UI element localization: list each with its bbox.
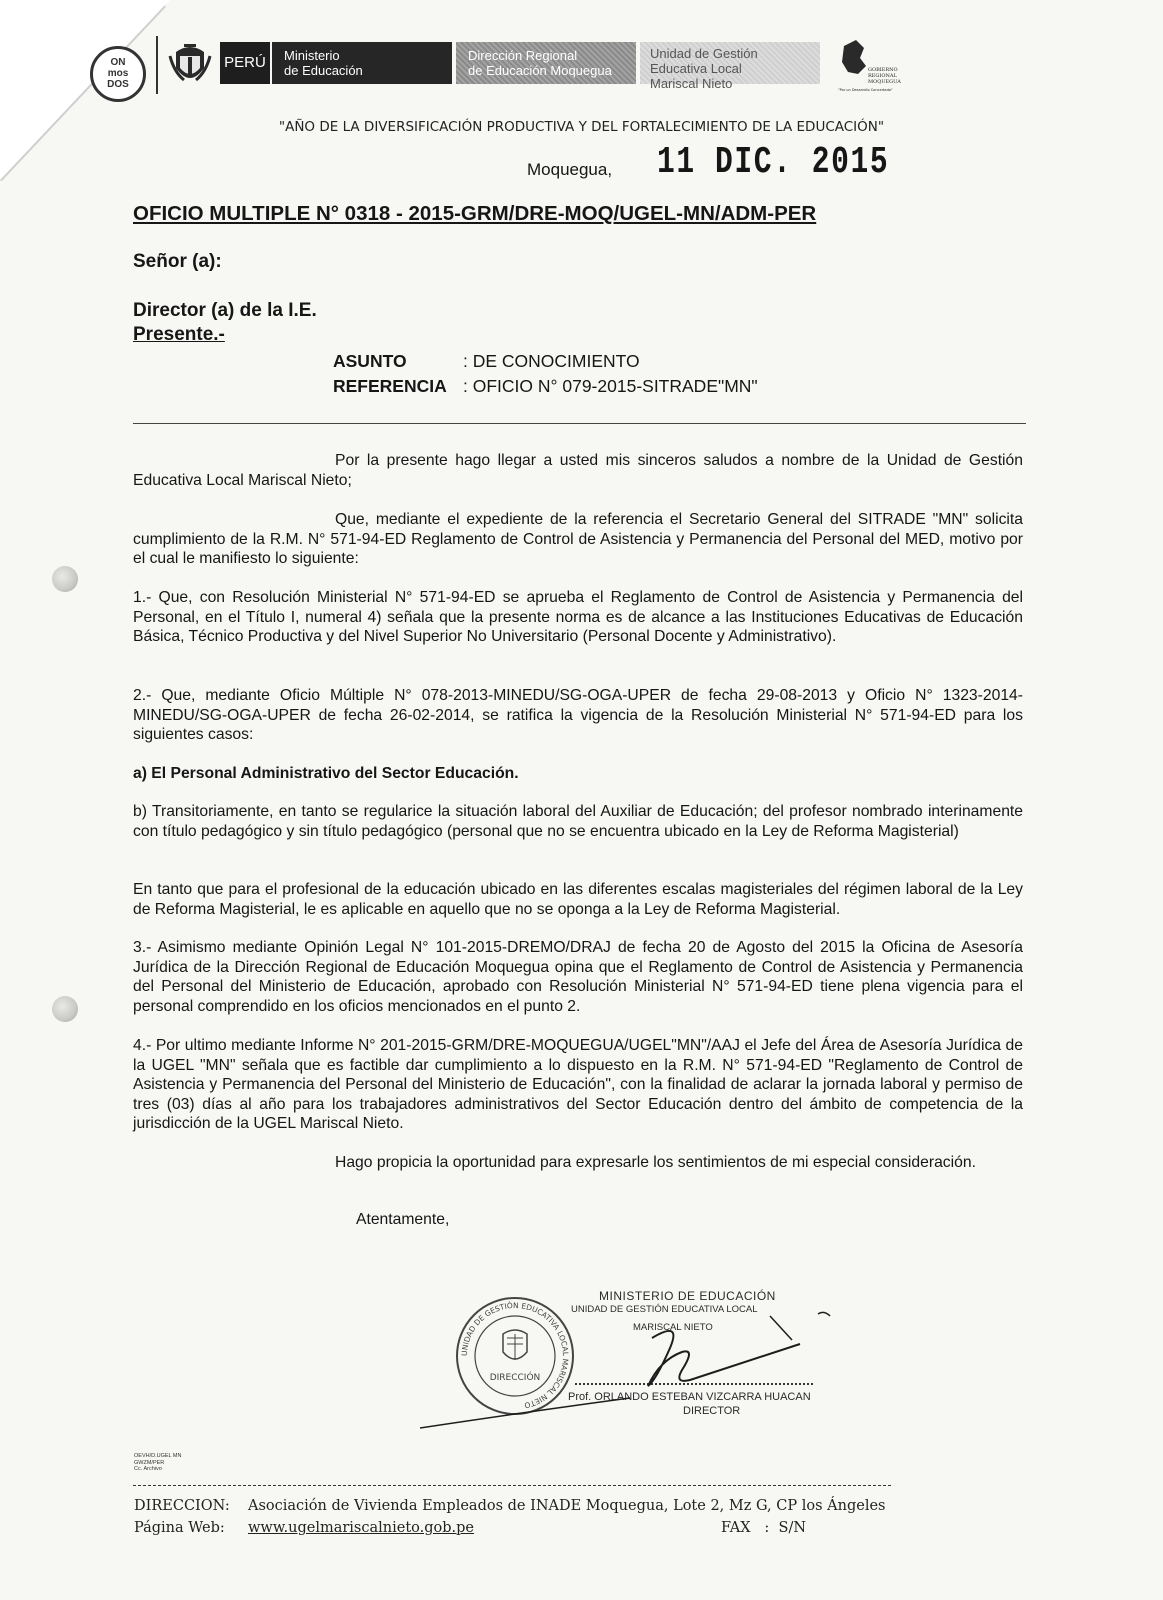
address-value: Asociación de Vivienda Empleados de INADE Moquegua, Lote 2, Mz G, CP los Ángeles	[248, 1498, 886, 1514]
web-label: Página Web:	[134, 1520, 225, 1536]
ugel-label	[640, 42, 820, 91]
asunto-label: ASUNTO	[333, 351, 407, 371]
punch-hole	[52, 996, 78, 1022]
paragraph-6: b) Transitoriamente, en tanto se regularice la situación laboral del Auxiliar de Educación; del profesor nombrado interinamente con título pedagógico y sin título pedagógico (personal que no se encuentra ubicado en la Ley de Reforma Magisterial)	[133, 803, 1023, 840]
paragraph-7: En tanto que para el profesional de la educación ubicado en las diferentes escalas magisteriales del régimen laboral de la Ley de Reforma Magisterial, le es aplicable en aquello que no se oponga a la Ley de Reforma Magisterial.	[133, 881, 1023, 918]
salutation: Señor (a):	[133, 251, 222, 272]
svg-text:GOBIERNO: GOBIERNO	[868, 67, 898, 73]
paragraph-3: 1.- Que, con Resolución Ministerial N° 571-94-ED se aprueba el Reglamento de Control de Asistencia y Permanencia del Personal, en el Título I, numeral 4) señala que la presente norma es de alcance a las Instituciones Educativas de Educación Básica, Técnico Productiva y del Nivel Superior No Universitario (Personal Docente y Administrativo).	[133, 589, 1023, 645]
ugel-line2: Educativa Local	[650, 61, 742, 76]
paragraph-10: Hago propicia la oportunidad para expresarle los sentimientos de mi especial consideración.	[335, 1154, 976, 1171]
paragraph-1: Por la presente hago llegar a usted mis sinceros saludos a nombre de la Unidad de Gestión Educativa Local Mariscal Nieto;	[133, 452, 1023, 489]
referencia-row	[333, 376, 758, 397]
svg-text:MOQUEGUA: MOQUEGUA	[868, 79, 901, 85]
svg-text:REGIONAL: REGIONAL	[868, 73, 897, 79]
referencia-label: REFERENCIA	[333, 376, 447, 396]
svg-text:DIRECCIÓN: DIRECCIÓN	[489, 1373, 541, 1383]
signer-name: Prof. ORLANDO ESTEBAN VIZCARRA HUACAN	[568, 1391, 811, 1403]
letterhead	[90, 36, 920, 92]
ugel-line1: Unidad de Gestión	[650, 46, 758, 61]
paragraph-4: 2.- Que, mediante Oficio Múltiple N° 078-2013-MINEDU/SG-OGA-UPER de fecha 29-08-2013 y Oficio N° 1323-2014-MINEDU/SG-OGA-UPER de fecha 26-02-2014, se ratifica la vigencia de la Resolución Ministerial N° 571-94-ED para los siguientes casos:	[133, 687, 1023, 743]
asunto-value: : DE CONOCIMIENTO	[463, 351, 640, 371]
address-label: DIRECCION:	[134, 1498, 230, 1514]
divider	[156, 36, 158, 94]
dre-label	[456, 42, 636, 84]
initials-line: OEVH/D.UGEL MN	[134, 1453, 182, 1459]
web-link-text[interactable]: www.ugelmariscalnieto.gob.pe	[248, 1520, 475, 1536]
web-link[interactable]	[248, 1520, 474, 1536]
partial-logo: ON mos DOS	[90, 46, 146, 102]
ministry-line1: Ministerio	[284, 48, 340, 63]
signer-role: DIRECTOR	[683, 1405, 741, 1417]
svg-text:"Por un Desarrollo Concertado": "Por un Desarrollo Concertado"	[838, 88, 893, 92]
paragraph-2: Que, mediante el expediente de la referencia el Secretario General del SITRADE "MN" solicita cumplimiento de la R.M. N° 571-94-ED Reglamento de Control de Asistencia y Permanencia del Personal del MED, motivo por el cual le manifiesto lo siguiente:	[133, 511, 1023, 567]
year-motto: "AÑO DE LA DIVERSIFICACIÓN PRODUCTIVA Y DEL FORTALECIMIENTO DE LA EDUCACIÓN"	[278, 119, 885, 135]
dre-line1: Dirección Regional	[468, 48, 578, 63]
stamp-ugel: MARISCAL NIETO	[633, 1322, 713, 1333]
date-stamp: 11 DIC. 2015	[657, 141, 890, 184]
peru-label: PERÚ	[220, 42, 270, 84]
stamp-ministry: MINISTERIO DE EDUCACIÓN	[599, 1289, 776, 1303]
presente: Presente.-	[133, 324, 225, 345]
fax-info: FAX : S/N	[721, 1520, 807, 1536]
document-title: OFICIO MULTIPLE N° 0318 - 2015-GRM/DRE-MOQ/UGEL-MN/ADM-PER	[133, 202, 817, 225]
referencia-value: : OFICIO N° 079-2015-SITRADE"MN"	[463, 376, 758, 396]
addressee: Director (a) de la I.E.	[133, 300, 317, 321]
dre-line2: de Educación Moquegua	[468, 63, 612, 78]
stamp-unit: UNIDAD DE GESTIÓN EDUCATIVA LOCAL	[571, 1304, 758, 1315]
punch-hole	[52, 566, 78, 592]
handwritten-signature-icon	[420, 1300, 860, 1470]
place: Moquegua,	[527, 160, 613, 179]
gobierno-regional-logo-icon	[830, 38, 904, 94]
closing: Atentamente,	[356, 1211, 450, 1228]
separator-line	[133, 423, 1026, 424]
ministry-line2: de Educación	[284, 63, 363, 78]
ministry-label	[272, 42, 452, 84]
svg-text:UNIDAD DE GESTIÓN EDUCATIVA LO: UNIDAD DE GESTIÓN EDUCATIVA LOCAL MARISCAL NIETO	[459, 1300, 571, 1411]
ugel-line3: Mariscal Nieto	[650, 76, 733, 91]
paragraph-9: 4.- Por ultimo mediante Informe N° 201-2015-GRM/DRE-MOQUEGUA/UGEL"MN"/AAJ el Jefe del Área de Asesoría Jurídica de la UGEL "MN" señala que es factible dar cumplimiento a lo dispuesto en la R.M. N° 571-94-ED "Reglamento de Control de Asistencia y Permanencia del Personal del Ministerio de Educación", con la finalidad de aclarar la jornada laboral y permiso de tres (03) días al año para los trabajadores administrativos del Sector Educación dentro del ámbito de competencia de la jurisdicción de la UGEL Mariscal Nieto.	[133, 1037, 1023, 1132]
paragraph-5: a) El Personal Administrativo del Sector Educación.	[133, 765, 519, 782]
paragraph-8: 3.- Asimismo mediante Opinión Legal N° 101-2015-DREMO/DRAJ de fecha 20 de Agosto del 2015 la Oficina de Asesoría Jurídica de la Dirección Regional de Educación Moquegua opina que el Reglamento de Control de Asistencia y Permanencia del Personal del Ministerio de Educación, aprobado con Resolución Ministerial N° 571-94-ED tiene plena vigencia para el personal comprendido en los oficios mencionados en el punto 2.	[133, 939, 1023, 1015]
peru-coat-of-arms-icon	[168, 42, 212, 88]
initials-line: Cc. Archivo	[134, 1466, 162, 1472]
initials-line: GWZM/PER	[134, 1459, 165, 1466]
asunto-row	[333, 351, 640, 372]
initials-block	[134, 1453, 181, 1473]
footer-separator	[133, 1485, 891, 1486]
